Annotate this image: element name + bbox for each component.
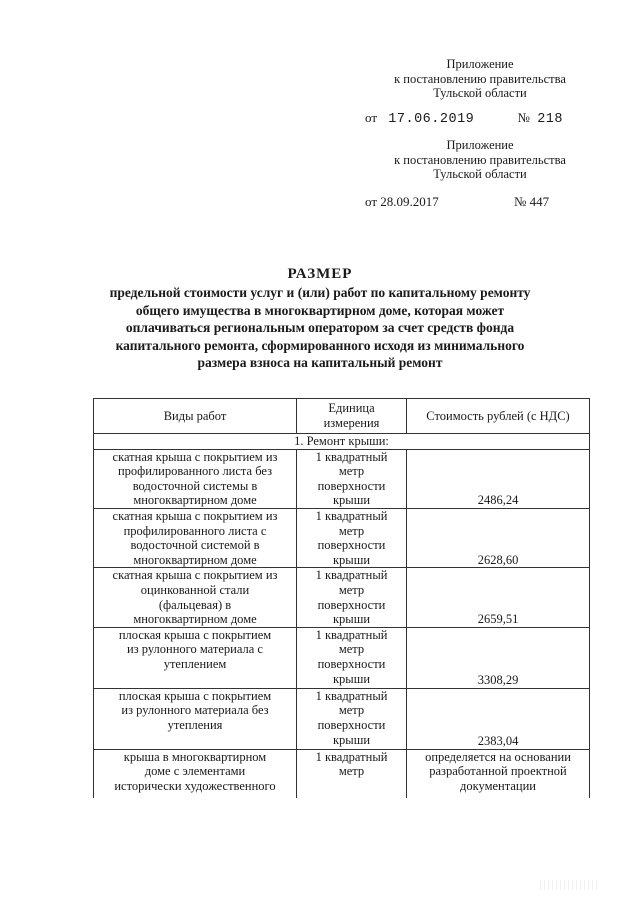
row-6-cost-line: определяется на основании (425, 749, 571, 764)
row-4-cost: 3308,29 (407, 627, 590, 688)
row-1-work (94, 449, 297, 508)
appendix-2-line-1: Приложение (446, 138, 514, 152)
table-header-row (94, 399, 590, 434)
row-6-cost-line: разработанной проектной (429, 764, 567, 779)
title-sub-line-3: оплачиваться региональным оператором за счет средств фонда (125, 320, 515, 336)
appendix-1-date-prefix: от (365, 110, 378, 125)
row-3-unit-line: 1 квадратный (315, 568, 388, 583)
title-main: РАЗМЕР (287, 266, 353, 282)
row-4-unit-line: поверхности (317, 656, 386, 671)
header-unit (297, 399, 407, 434)
row-5-unit-line: метр (338, 703, 365, 718)
row-1-unit-line: поверхности (317, 478, 386, 493)
appendix-1-dateline (365, 110, 563, 127)
row-3-work-line: многоквартирном доме (133, 612, 257, 627)
table-row (94, 749, 590, 798)
row-6-work-line: доме с элементами (144, 764, 246, 779)
row-1-unit-line: 1 квадратный (315, 449, 388, 464)
row-5-work (94, 688, 297, 749)
header-work: Виды работ (94, 399, 297, 434)
row-3-unit-line: поверхности (317, 597, 386, 612)
row-5-unit-line: поверхности (317, 717, 386, 732)
appendix-1-number: 218 (537, 112, 563, 127)
scan-artifact (540, 880, 600, 890)
row-2-unit (297, 508, 407, 567)
row-2-work (94, 508, 297, 567)
appendix-2-line-3: Тульской области (433, 167, 527, 181)
table-row (94, 508, 590, 567)
row-2-unit-line: крыши (332, 552, 371, 567)
row-4-work-line: плоская крыша с покрытием (118, 627, 272, 642)
appendix-block-1 (345, 57, 615, 101)
row-6-work (94, 749, 297, 798)
row-2-unit-line: 1 квадратный (315, 508, 388, 523)
row-3-work-line: оцинкованной стали (140, 582, 250, 597)
row-3-work-line: скатная крыша с покрытием из (112, 568, 278, 583)
section-row (94, 434, 590, 450)
row-1-work-line: водосточной системы в (132, 478, 258, 493)
row-6-work-line: крыша в многоквартирном (123, 749, 267, 764)
table-row (94, 688, 590, 749)
appendix-1-date: 17.06.2019 (388, 112, 475, 127)
row-4-work-line: утеплением (163, 656, 227, 671)
appendix-2-date: от 28.09.2017 (365, 194, 439, 209)
row-3-cost: 2659,51 (407, 568, 590, 627)
row-1-work-line: многоквартирном доме (133, 493, 257, 508)
header-unit-line-2: измерения (323, 416, 380, 430)
row-1-unit-line: метр (338, 464, 365, 479)
row-2-cost: 2628,60 (407, 508, 590, 567)
row-3-unit (297, 568, 407, 627)
row-5-cost: 2383,04 (407, 688, 590, 749)
row-6-work-line: исторически художественного (114, 778, 276, 793)
title-sub-line-2: общего имущества в многоквартирном доме, которая может (135, 302, 505, 318)
table-row (94, 568, 590, 627)
section-title: 1. Ремонт крыши: (94, 434, 590, 450)
row-3-unit-line: крыши (332, 612, 371, 627)
row-5-work-line: утепления (167, 717, 223, 732)
appendix-2-number: № 447 (514, 194, 550, 209)
row-3-unit-line: метр (338, 582, 365, 597)
row-6-cost (407, 749, 590, 798)
row-6-unit-line: 1 квадратный (315, 749, 388, 764)
row-6-unit-line: метр (338, 764, 365, 779)
row-4-work-line: из рулонного материала с (127, 642, 263, 657)
row-4-unit-line: крыши (332, 671, 371, 686)
row-4-unit (297, 627, 407, 688)
header-unit-line-1: Единица (328, 401, 375, 416)
row-4-unit-line: метр (338, 642, 365, 657)
row-5-work-line: плоская крыша с покрытием (118, 688, 272, 703)
appendix-1-line-3: Тульской области (433, 86, 527, 100)
appendix-2-dateline (365, 194, 549, 210)
row-2-work-line: водосточной системой в (130, 538, 260, 553)
appendix-2-line-2: к постановлению правительства (394, 152, 566, 167)
row-4-work (94, 627, 297, 688)
appendix-1-number-prefix: № (517, 110, 530, 125)
appendix-block-2 (345, 138, 615, 182)
row-5-unit (297, 688, 407, 749)
row-1-cost: 2486,24 (407, 449, 590, 508)
row-5-work-line: из рулонного материала без (121, 703, 269, 718)
appendix-1-line-1: Приложение (446, 57, 514, 71)
appendix-1-line-2: к постановлению правительства (394, 71, 566, 86)
title-sub-line-4: капитального ремонта, сформированного исходя из минимального (115, 337, 525, 353)
table-row (94, 449, 590, 508)
document-title (80, 264, 560, 372)
row-6-cost-line: документации (460, 778, 536, 793)
cost-table (93, 398, 590, 798)
row-2-work-line: многоквартирном доме (133, 552, 257, 567)
header-cost: Стоимость рублей (с НДС) (407, 399, 590, 434)
row-2-unit-line: метр (338, 523, 365, 538)
row-1-unit-line: крыши (332, 493, 371, 508)
title-sub-line-5: размера взноса на капитальный ремонт (197, 355, 443, 371)
row-4-unit-line: 1 квадратный (315, 627, 388, 642)
row-3-work-line: (фальцевая) в (158, 597, 232, 612)
row-2-work-line: скатная крыша с покрытием из (112, 508, 278, 523)
row-3-work (94, 568, 297, 627)
title-sub-line-1: предельной стоимости услуг и (или) работ по капитальному ремонту (109, 285, 531, 300)
row-5-unit-line: крыши (332, 732, 371, 747)
row-2-unit-line: поверхности (317, 538, 386, 553)
row-1-unit (297, 449, 407, 508)
row-2-work-line: профилированного листа с (123, 523, 267, 538)
row-5-unit-line: 1 квадратный (315, 688, 388, 703)
row-1-work-line: скатная крыша с покрытием из (112, 449, 278, 464)
row-1-work-line: профилированного листа без (117, 464, 273, 479)
row-6-unit (297, 749, 407, 798)
table-row (94, 627, 590, 688)
